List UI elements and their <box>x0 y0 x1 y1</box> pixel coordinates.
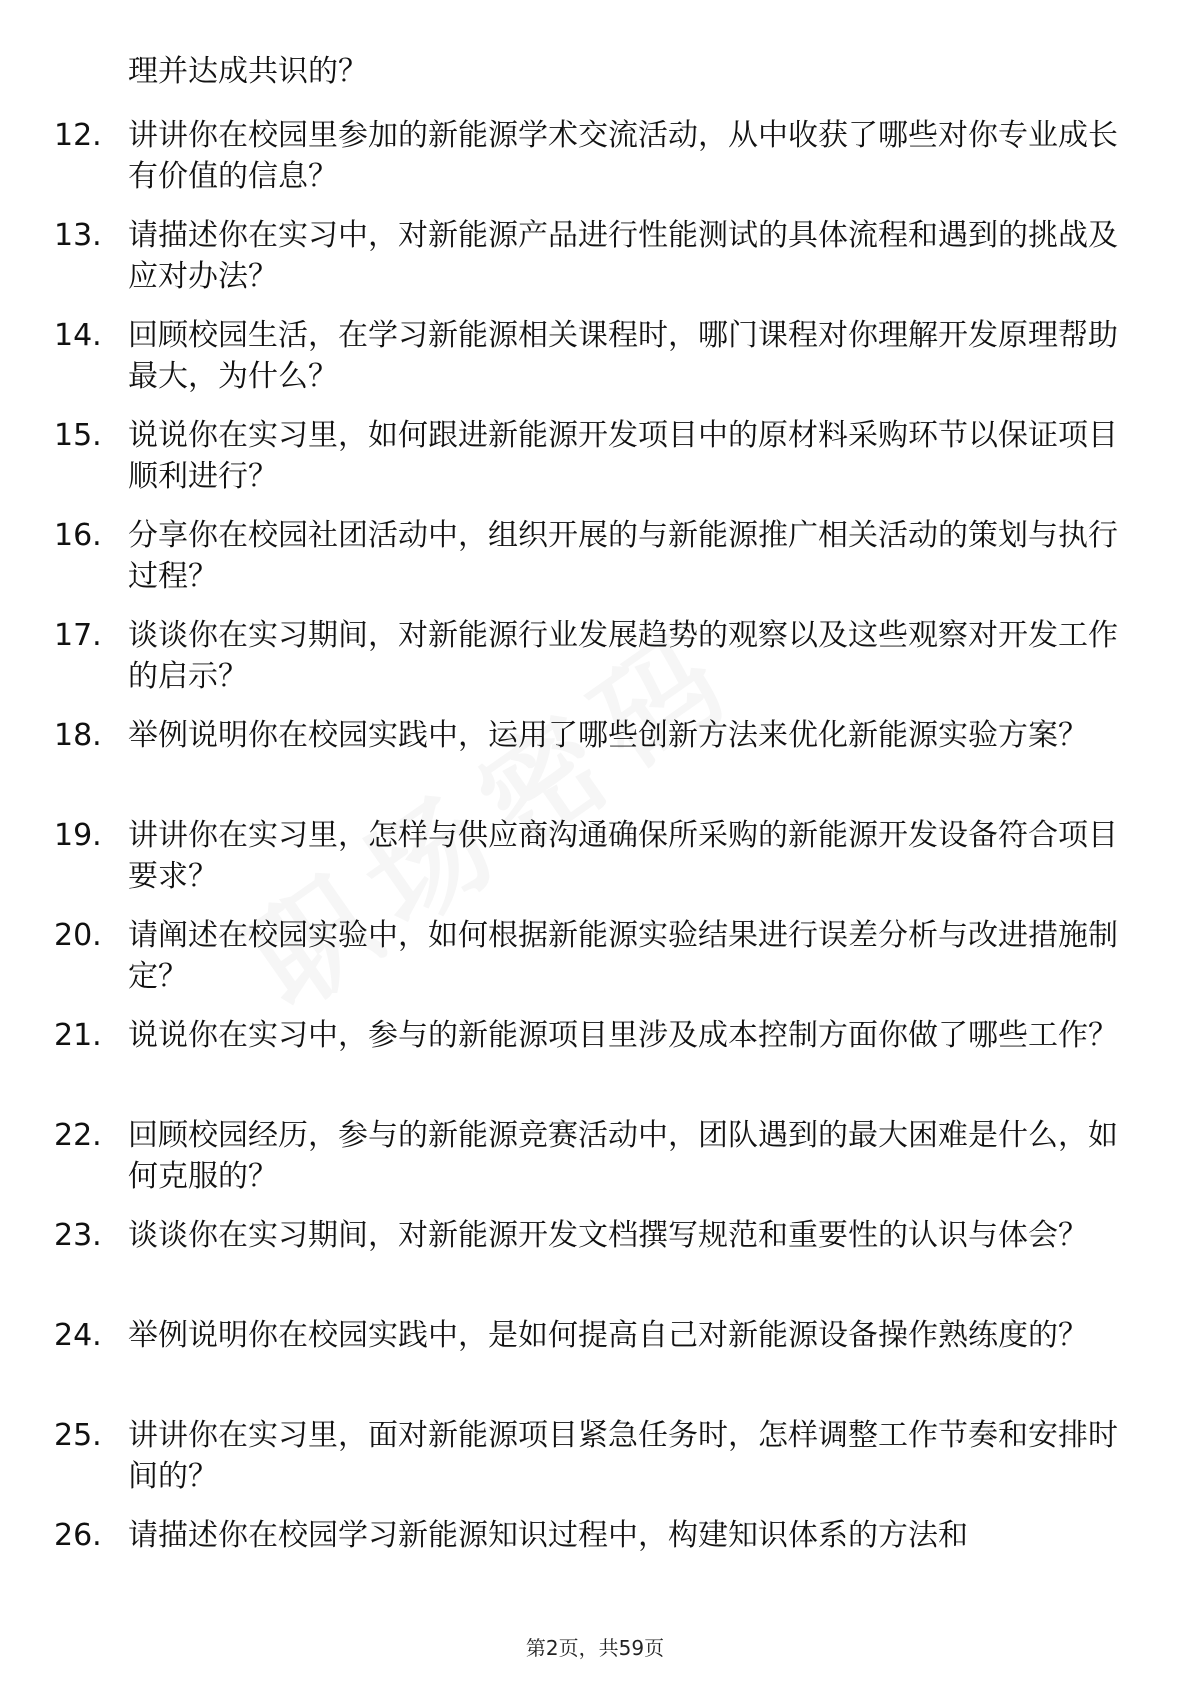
page-footer: 第2页，共59页 <box>525 1636 665 1660</box>
list-item <box>0 1015 1190 1115</box>
question-text: 请描述你在实习中，对新能源产品进行性能测试的具体流程和遇到的挑战及应对办法？ <box>128 218 1118 294</box>
question-number: 22. <box>54 1118 102 1153</box>
question-text: 讲讲你在实习里，怎样与供应商沟通确保所采购的新能源开发设备符合项目要求？ <box>128 818 1118 894</box>
question-text: 谈谈你在实习期间，对新能源行业发展趋势的观察以及这些观察对开发工作的启示？ <box>128 618 1118 694</box>
question-number: 23. <box>54 1218 102 1253</box>
list-item <box>0 1215 1190 1315</box>
question-number: 16. <box>54 518 102 553</box>
question-text: 回顾校园经历，参与的新能源竞赛活动中，团队遇到的最大困难是什么，如何克服的？ <box>128 1118 1118 1194</box>
question-text: 讲讲你在实习里，面对新能源项目紧急任务时，怎样调整工作节奏和安排时间的？ <box>128 1418 1118 1494</box>
question-text: 讲讲你在校园里参加的新能源学术交流活动，从中收获了哪些对你专业成长有价值的信息？ <box>128 118 1118 194</box>
question-list <box>0 115 1190 1615</box>
question-text: 举例说明你在校园实践中，是如何提高自己对新能源设备操作熟练度的？ <box>128 1318 1088 1353</box>
question-text: 请描述你在校园学习新能源知识过程中，构建知识体系的方法和 <box>128 1518 968 1553</box>
list-item <box>0 515 1190 615</box>
question-number: 13. <box>54 218 102 253</box>
question-number: 24. <box>54 1318 102 1353</box>
continuation-text: 理并达成共识的？ <box>128 54 368 89</box>
question-number: 26. <box>54 1518 102 1553</box>
question-number: 19. <box>54 818 102 853</box>
question-text: 请阐述在校园实验中，如何根据新能源实验结果进行误差分析与改进措施制定？ <box>128 918 1118 994</box>
question-text: 分享你在校园社团活动中，组织开展的与新能源推广相关活动的策划与执行过程？ <box>128 518 1118 594</box>
list-item <box>0 615 1190 715</box>
list-item <box>0 1415 1190 1515</box>
question-number: 21. <box>54 1018 102 1053</box>
question-text: 谈谈你在实习期间，对新能源开发文档撰写规范和重要性的认识与体会？ <box>128 1218 1088 1253</box>
question-text: 举例说明你在校园实践中，运用了哪些创新方法来优化新能源实验方案？ <box>128 718 1088 753</box>
list-item <box>0 1315 1190 1415</box>
list-item <box>0 115 1190 215</box>
question-text: 说说你在实习里，如何跟进新能源开发项目中的原材料采购环节以保证项目顺利进行？ <box>128 418 1118 494</box>
question-text: 说说你在实习中，参与的新能源项目里涉及成本控制方面你做了哪些工作？ <box>128 1018 1118 1053</box>
list-item <box>0 715 1190 815</box>
list-item <box>0 915 1190 1015</box>
question-number: 25. <box>54 1418 102 1453</box>
question-text: 回顾校园生活，在学习新能源相关课程时，哪门课程对你理解开发原理帮助最大，为什么？ <box>128 318 1118 394</box>
list-item <box>0 1115 1190 1215</box>
question-number: 15. <box>54 418 102 453</box>
list-item <box>0 215 1190 315</box>
question-number: 18. <box>54 718 102 753</box>
list-item <box>0 815 1190 915</box>
list-item <box>0 415 1190 515</box>
list-item <box>0 1515 1190 1615</box>
question-number: 14. <box>54 318 102 353</box>
question-number: 12. <box>54 118 102 153</box>
list-item <box>0 315 1190 415</box>
question-number: 17. <box>54 618 102 653</box>
question-number: 20. <box>54 918 102 953</box>
